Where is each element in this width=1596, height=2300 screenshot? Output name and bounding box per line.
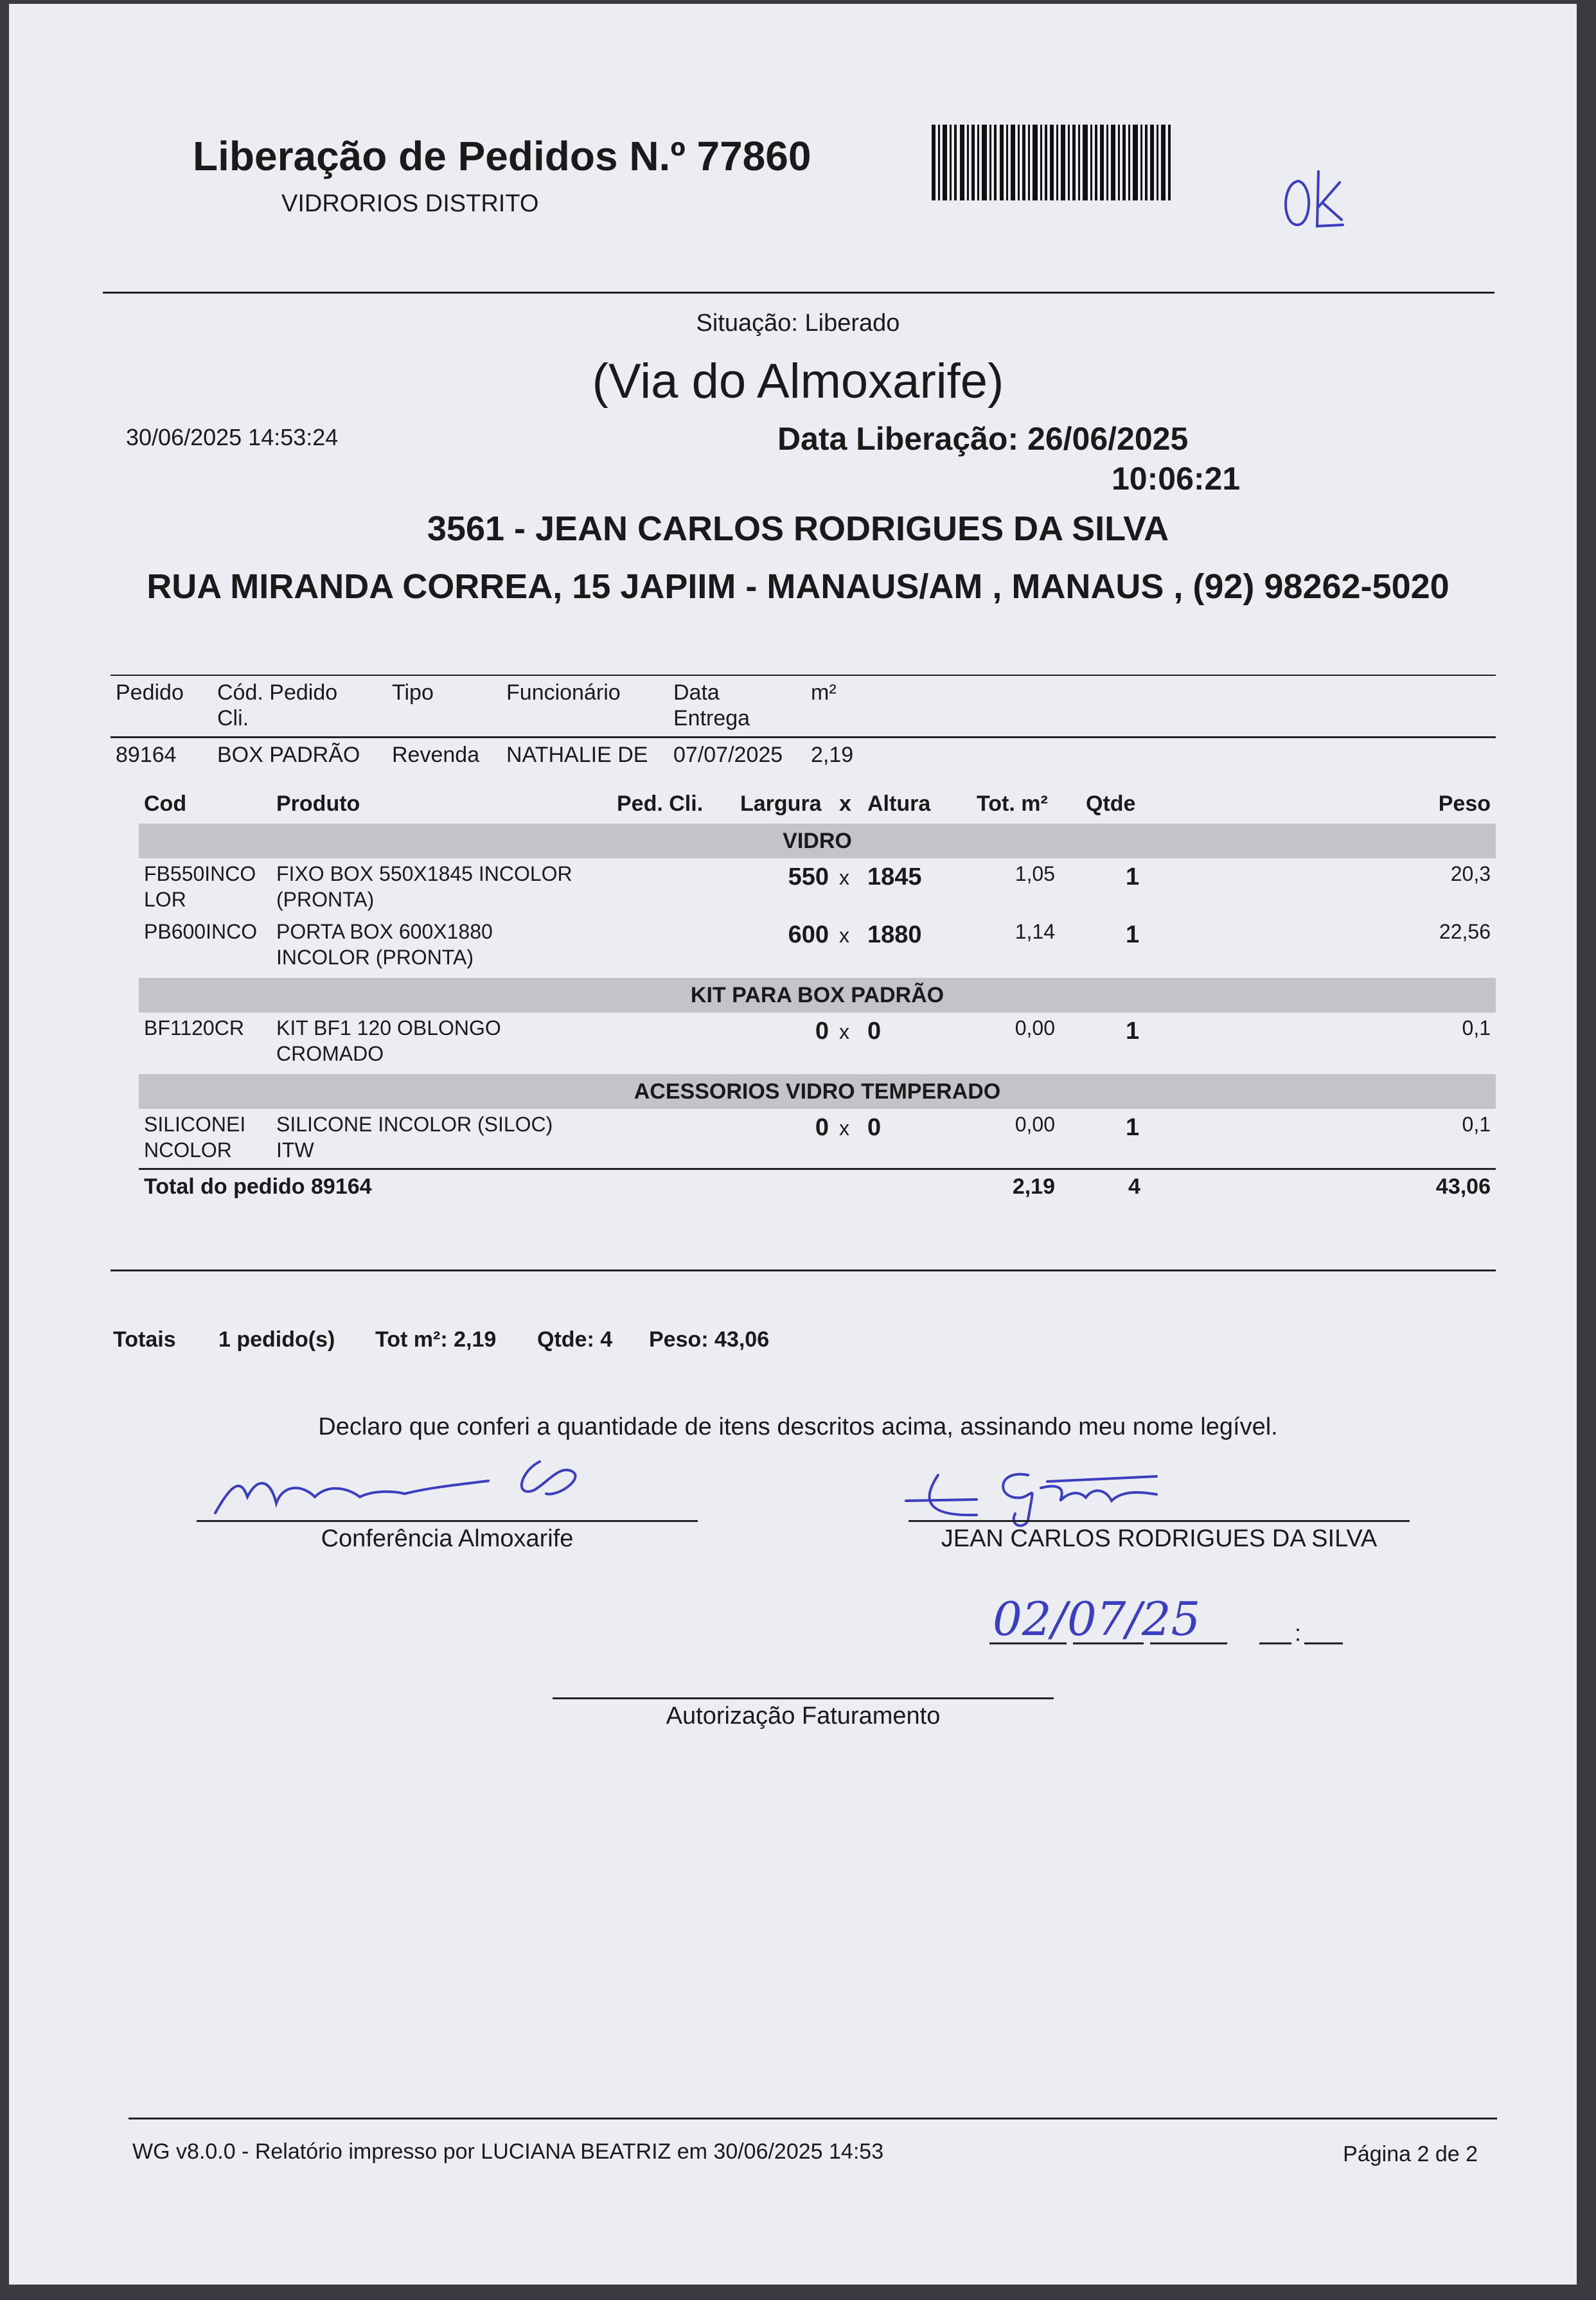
item-altura: 0 xyxy=(867,1018,882,1045)
col-tipo: Tipo xyxy=(392,680,434,705)
item-altura: 1880 xyxy=(867,921,922,948)
item-x: x xyxy=(839,1117,849,1140)
item-qtde: 1 xyxy=(1126,863,1140,890)
copy-label: (Via do Almoxarife) xyxy=(592,354,1004,409)
item-qtde: 1 xyxy=(1126,1018,1140,1045)
items-col-x: x xyxy=(839,792,851,816)
col-pedido: Pedido xyxy=(116,680,184,705)
col-cod-pedido-2: Cli. xyxy=(217,706,249,730)
item-altura: 0 xyxy=(867,1114,882,1141)
item-produto-2: ITW xyxy=(276,1138,314,1162)
col-m2: m² xyxy=(811,680,837,705)
item-produto: PORTA BOX 600X1880 xyxy=(276,920,493,943)
items-col-peso: Peso xyxy=(1438,792,1491,816)
company-name: VIDRORIOS DISTRITO xyxy=(281,190,539,217)
items-col-qtde: Qtde xyxy=(1086,792,1136,816)
totals-qtde: Qtde: 4 xyxy=(537,1327,613,1352)
order-cod-pedido-cli: BOX PADRÃO xyxy=(217,743,360,767)
item-qtde: 1 xyxy=(1126,921,1140,948)
header-divider xyxy=(103,292,1494,294)
item-largura: 0 xyxy=(815,1018,829,1045)
item-peso: 0,1 xyxy=(1462,1016,1491,1039)
order-m2: 2,19 xyxy=(811,743,854,767)
document-sheet xyxy=(9,4,1577,2285)
item-largura: 550 xyxy=(788,863,829,890)
signature-line-left xyxy=(197,1520,698,1522)
order-header-rule xyxy=(111,736,1496,738)
item-produto-2: INCOLOR (PRONTA) xyxy=(276,946,474,969)
order-total-rule xyxy=(139,1168,1496,1170)
printed-timestamp: 30/06/2025 14:53:24 xyxy=(126,424,339,450)
client-address: RUA MIRANDA CORREA, 15 JAPIIM - MANAUS/AM , MANAUS , (92) 98262-5020 xyxy=(146,567,1450,606)
totals-divider xyxy=(111,1269,1496,1271)
status-text: Situação: Liberado xyxy=(696,310,900,337)
item-largura: 600 xyxy=(788,921,829,948)
item-peso: 22,56 xyxy=(1439,920,1491,943)
signature-line-right xyxy=(909,1520,1410,1522)
item-tot-m2: 0,00 xyxy=(1015,1113,1055,1136)
group-name: KIT PARA BOX PADRÃO xyxy=(690,983,944,1007)
barcode xyxy=(932,125,1173,200)
items-col-largura: Largura xyxy=(740,792,822,816)
items-col-cod: Cod xyxy=(144,792,187,816)
item-x: x xyxy=(839,924,849,947)
order-total-label: Total do pedido 89164 xyxy=(144,1174,372,1199)
group-band-kit xyxy=(139,978,1496,1013)
item-cod: FB550INCO xyxy=(144,862,256,885)
item-produto: FIXO BOX 550X1845 INCOLOR xyxy=(276,862,572,885)
item-produto: SILICONE INCOLOR (SILOC) xyxy=(276,1113,553,1136)
item-produto-2: CROMADO xyxy=(276,1042,384,1065)
order-total-m2: 2,19 xyxy=(1012,1174,1055,1199)
col-data-2: Entrega xyxy=(673,706,750,730)
svg-text::: : xyxy=(1295,1620,1302,1646)
col-cod-pedido: Cód. Pedido xyxy=(217,680,338,705)
item-cod: PB600INCO xyxy=(144,920,258,943)
item-tot-m2: 1,05 xyxy=(1015,862,1055,885)
totals-pedidos: 1 pedido(s) xyxy=(218,1327,335,1352)
signature-label-right: JEAN CARLOS RODRIGUES DA SILVA xyxy=(941,1525,1378,1552)
release-time: 10:06:21 xyxy=(1112,461,1241,497)
item-cod: SILICONEI xyxy=(144,1113,246,1136)
col-data: Data xyxy=(673,680,720,705)
group-band-vidro xyxy=(139,824,1496,858)
item-qtde: 1 xyxy=(1126,1114,1140,1141)
handwritten-ok-mark xyxy=(1279,168,1349,239)
signature-almoxarife xyxy=(212,1458,623,1523)
footer-print-info: WG v8.0.0 - Relatório impresso por LUCIANA BEATRIZ em 30/06/2025 14:53 xyxy=(132,2139,884,2164)
item-cod-2: LOR xyxy=(144,888,186,911)
col-funcionario: Funcionário xyxy=(506,680,621,705)
totals-peso: Peso: 43,06 xyxy=(649,1327,770,1352)
items-col-altura: Altura xyxy=(867,792,931,816)
order-pedido: 89164 xyxy=(116,743,177,767)
items-col-ped-cli: Ped. Cli. xyxy=(617,792,704,816)
release-date: Data Liberação: 26/06/2025 xyxy=(777,421,1189,457)
order-total-peso: 43,06 xyxy=(1435,1174,1491,1199)
item-produto-2: (PRONTA) xyxy=(276,888,375,911)
footer-page-number: Página 2 de 2 xyxy=(1343,2142,1478,2166)
authorization-line xyxy=(553,1697,1054,1699)
items-col-produto: Produto xyxy=(276,792,360,816)
totals-label: Totais xyxy=(113,1327,176,1352)
totals-m2: Tot m²: 2,19 xyxy=(375,1327,497,1352)
item-peso: 0,1 xyxy=(1462,1113,1491,1136)
item-produto: KIT BF1 120 OBLONGO xyxy=(276,1016,501,1039)
order-data-entrega: 07/07/2025 xyxy=(673,743,783,767)
signature-client xyxy=(900,1462,1182,1533)
item-cod: BF1120CR xyxy=(144,1016,244,1039)
item-tot-m2: 1,14 xyxy=(1015,920,1055,943)
item-x: x xyxy=(839,866,849,889)
handwritten-date xyxy=(989,1593,1349,1651)
item-altura: 1845 xyxy=(867,863,922,890)
item-largura: 0 xyxy=(815,1114,829,1141)
item-peso: 20,3 xyxy=(1450,862,1491,885)
item-tot-m2: 0,00 xyxy=(1015,1016,1055,1039)
order-table-top-rule xyxy=(111,675,1496,676)
order-total-qtde: 4 xyxy=(1128,1174,1140,1199)
item-cod-2: NCOLOR xyxy=(144,1138,232,1162)
group-name: VIDRO xyxy=(783,829,852,853)
item-x: x xyxy=(839,1020,849,1043)
order-funcionario: NATHALIE DE xyxy=(506,743,648,767)
svg-text:02/07/25: 02/07/25 xyxy=(993,1592,1201,1646)
document-title: Liberação de Pedidos N.º 77860 xyxy=(193,133,811,179)
declaration-text: Declaro que conferi a quantidade de itens descritos acima, assinando meu nome legível. xyxy=(318,1413,1278,1440)
authorization-label: Autorização Faturamento xyxy=(666,1703,941,1729)
items-col-tot-m2: Tot. m² xyxy=(977,792,1048,816)
group-name: ACESSORIOS VIDRO TEMPERADO xyxy=(634,1079,1001,1104)
signature-label-left: Conferência Almoxarife xyxy=(321,1525,574,1552)
group-band-acessorios xyxy=(139,1074,1496,1109)
order-tipo: Revenda xyxy=(392,743,480,767)
footer-rule xyxy=(129,2118,1497,2119)
client-name: 3561 - JEAN CARLOS RODRIGUES DA SILVA xyxy=(427,509,1169,548)
